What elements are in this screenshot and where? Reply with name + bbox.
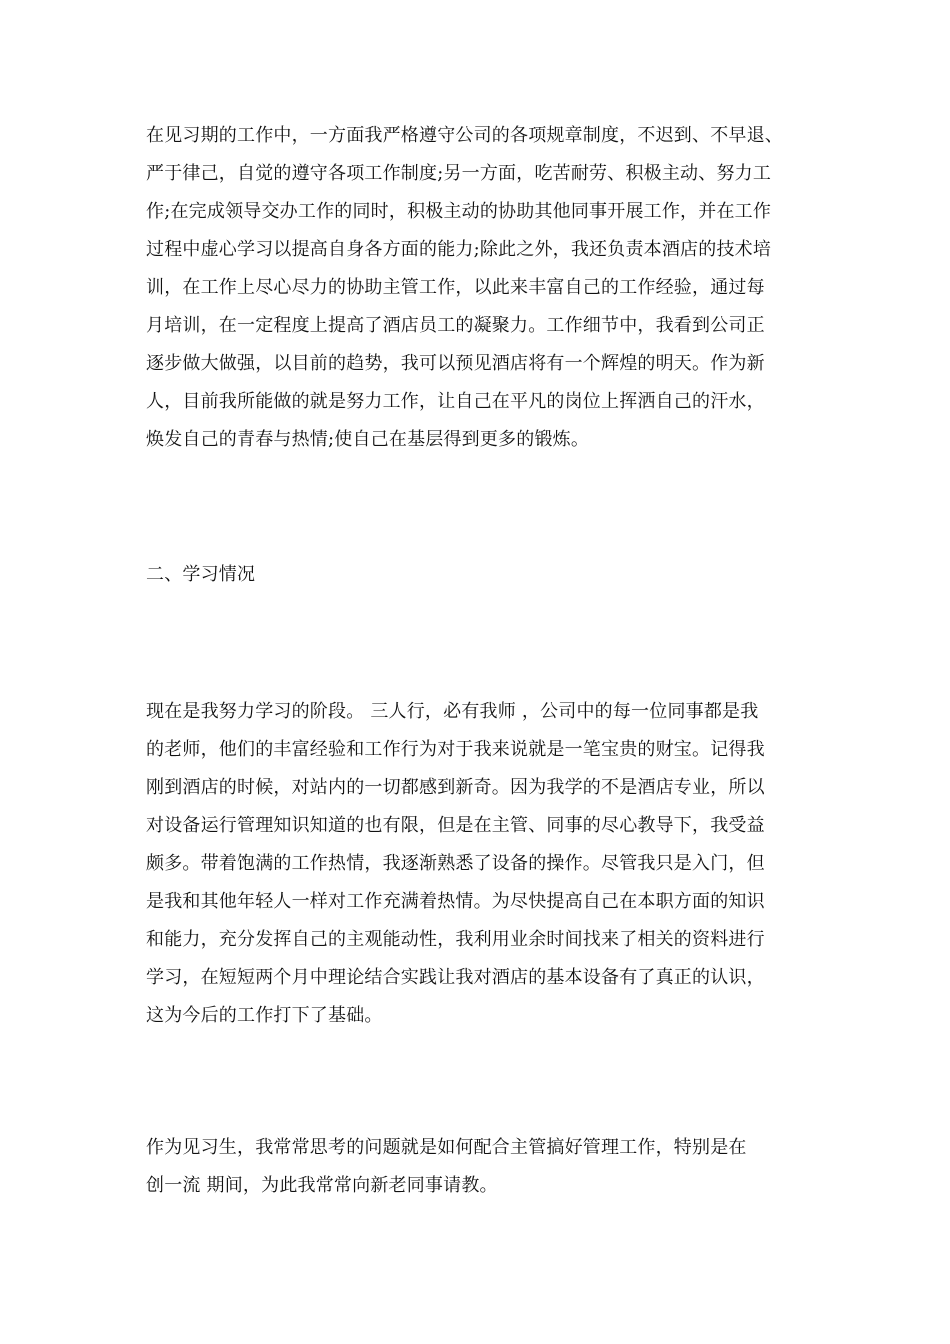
paragraph-trainee-thoughts <box>146 1129 846 1205</box>
paragraph-line: 在见习期的工作中，一方面我严格遵守公司的各项规章制度，不迟到、不早退、 <box>146 125 783 146</box>
paragraph-line: 作为见习生，我常常思考的问题就是如何配合主管搞好管理工作，特别是在 <box>146 1137 747 1158</box>
paragraph-line: 学习，在短短两个月中理论结合实践让我对酒店的基本设备有了真正的认识， <box>146 967 765 988</box>
paragraph-line: 人，目前我所能做的就是努力工作，让自己在平凡的岗位上挥洒自己的汗水， <box>146 391 765 412</box>
paragraph-line: 和能力，充分发挥自己的主观能动性，我利用业余时间找来了相关的资料进行 <box>146 929 765 950</box>
paragraph-line: 颇多。带着饱满的工作热情，我逐渐熟悉了设备的操作。尽管我只是入门，但 <box>146 853 765 874</box>
paragraph-line: 训，在工作上尽心尽力的协助主管工作，以此来丰富自己的工作经验，通过每 <box>146 277 765 298</box>
paragraph-line: 创一流 期间，为此我常常向新老同事请教。 <box>146 1175 498 1196</box>
paragraph-line: 这为今后的工作打下了基础。 <box>146 1005 383 1026</box>
section-heading-text: 二、学习情况 <box>146 564 256 585</box>
paragraph-line: 焕发自己的青春与热情;使自己在基层得到更多的锻炼。 <box>146 429 590 450</box>
paragraph-line: 现在是我努力学习的阶段。 三人行，必有我师 ，公司中的每一位同事都是我 <box>146 701 759 722</box>
paragraph-line: 刚到酒店的时候，对站内的一切都感到新奇。因为我学的不是酒店专业，所以 <box>146 777 765 798</box>
paragraph-line: 的老师，他们的丰富经验和工作行为对于我来说就是一笔宝贵的财宝。记得我 <box>146 739 765 760</box>
section-heading <box>146 556 846 594</box>
paragraph-line: 作;在完成领导交办工作的同时，积极主动的协助其他同事开展工作，并在工作 <box>146 201 772 222</box>
paragraph-line: 严于律己，自觉的遵守各项工作制度;另一方面，吃苦耐劳、积极主动、努力工 <box>146 163 772 184</box>
paragraph-line: 对设备运行管理知识知道的也有限，但是在主管、同事的尽心教导下，我受益 <box>146 815 765 836</box>
paragraph-line: 月培训，在一定程度上提高了酒店员工的凝聚力。工作细节中，我看到公司正 <box>146 315 765 336</box>
paragraph-line: 逐步做大做强，以目前的趋势，我可以预见酒店将有一个辉煌的明天。作为新 <box>146 353 765 374</box>
paragraph-line: 过程中虚心学习以提高自身各方面的能力;除此之外，我还负责本酒店的技术培 <box>146 239 772 260</box>
paragraph-internship-work <box>146 117 846 459</box>
paragraph-learning <box>146 693 846 1035</box>
paragraph-line: 是我和其他年轻人一样对工作充满着热情。为尽快提高自己在本职方面的知识 <box>146 891 765 912</box>
